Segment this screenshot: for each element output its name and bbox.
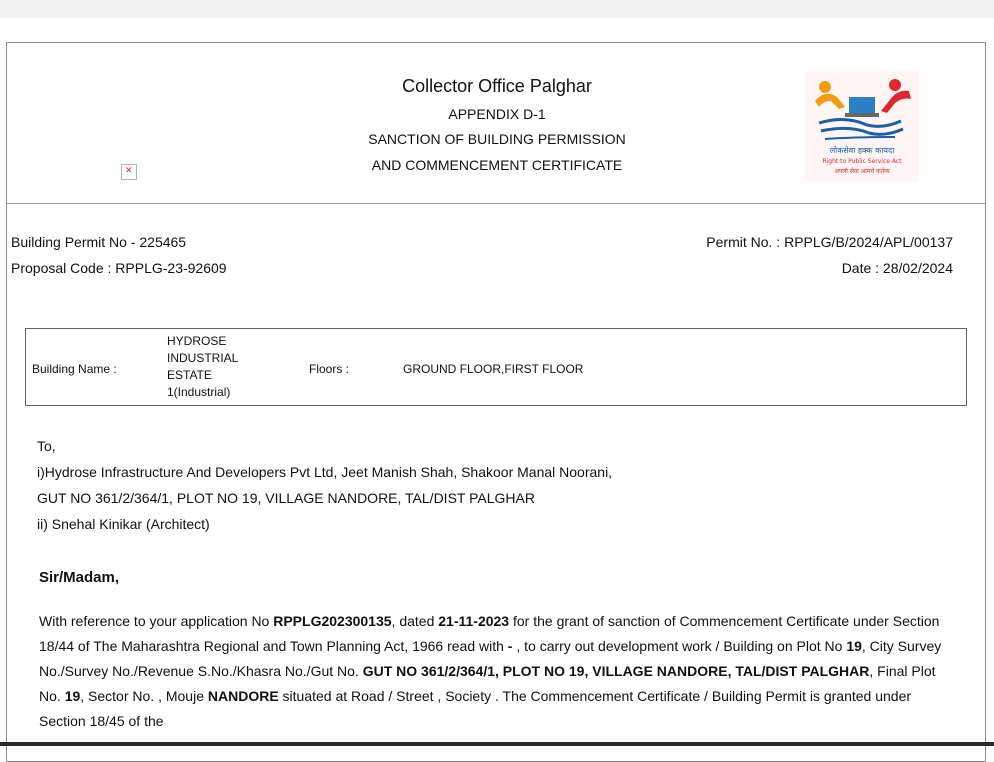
body-text: , dated — [391, 613, 439, 629]
application-number: RPPLG202300135 — [273, 613, 392, 629]
certificate-title-line1: SANCTION OF BUILDING PERMISSION — [368, 131, 626, 147]
certificate-document — [6, 42, 986, 762]
building-name-label: Building Name : — [32, 362, 117, 376]
body-text: , to carry out development work / Building on Plot No — [512, 638, 847, 654]
logo-text-2: Right to Public Service Act — [822, 158, 902, 165]
body-text: situated at Road / Street , Society . The Commencement Certificate / Building Permit is granted under Section 18/45 of the — [39, 688, 912, 729]
permit-no: Permit No. : RPPLG/B/2024/APL/00137 — [706, 234, 953, 250]
broken-image-icon — [121, 164, 137, 180]
plot-number: 19 — [846, 638, 862, 654]
building-name-line: ESTATE — [167, 368, 212, 382]
address-line-1: i)Hydrose Infrastructure And Developers Pvt Ltd, Jeet Manish Shah, Shakoor Manal Noorani, — [37, 464, 613, 480]
body-text: for the grant of sanction of Commencement Certificate under Section 18/44 of The Maharashtra Regional and Town Planning Act, 1966 read with — [39, 613, 940, 654]
building-permit-no: Building Permit No - 225465 — [11, 234, 187, 250]
address-line-2: GUT NO 361/2/364/1, PLOT NO 19, VILLAGE NANDORE, TAL/DIST PALGHAR — [37, 490, 535, 506]
building-name-line: 1(Industrial) — [167, 385, 231, 399]
office-title: Collector Office Palghar — [402, 76, 592, 96]
body-text: , Final Plot No. — [39, 663, 936, 704]
salutation: Sir/Madam, — [39, 569, 120, 586]
header-divider — [7, 203, 985, 204]
floors-value: GROUND FLOOR,FIRST FLOOR — [403, 362, 584, 376]
body-text: , City Survey No./Survey No./Revenue S.No./Khasra No./Gut No. — [39, 638, 942, 679]
building-name-line: INDUSTRIAL — [167, 351, 239, 365]
building-name-line: HYDROSE — [167, 334, 227, 348]
read-with-value: - — [507, 638, 513, 654]
permit-date: Date : 28/02/2024 — [841, 260, 953, 276]
application-date: 21-11-2023 — [438, 613, 510, 629]
logo-text-1: लोकसेवा हक्क कायदा — [829, 146, 895, 155]
mouje-name: NANDORE — [207, 688, 279, 704]
building-info-box — [25, 328, 967, 406]
address-line-3: ii) Snehal Kinikar (Architect) — [37, 516, 210, 532]
address-to: To, — [37, 438, 56, 454]
rts-logo — [805, 71, 919, 181]
body-text: , Sector No. , Mouje — [80, 688, 208, 704]
bottom-edge — [0, 742, 994, 746]
certificate-title-line2: AND COMMENCEMENT CERTIFICATE — [371, 157, 623, 173]
logo-text-3: अपली सेवा आमचे कर्तव्य — [834, 168, 890, 175]
building-name-value — [167, 333, 277, 401]
proposal-code: Proposal Code : RPPLG-23-92609 — [11, 260, 227, 276]
browser-top-strip — [0, 0, 994, 18]
gut-number: GUT NO 361/2/364/1, PLOT NO 19, VILLAGE NANDORE, TAL/DIST PALGHAR — [362, 663, 870, 679]
body-text: With reference to your application No — [39, 613, 274, 629]
floors-label: Floors : — [309, 362, 350, 376]
appendix-label: APPENDIX D-1 — [448, 106, 546, 122]
final-plot-number: 19 — [64, 688, 81, 704]
body-paragraph — [39, 609, 957, 734]
